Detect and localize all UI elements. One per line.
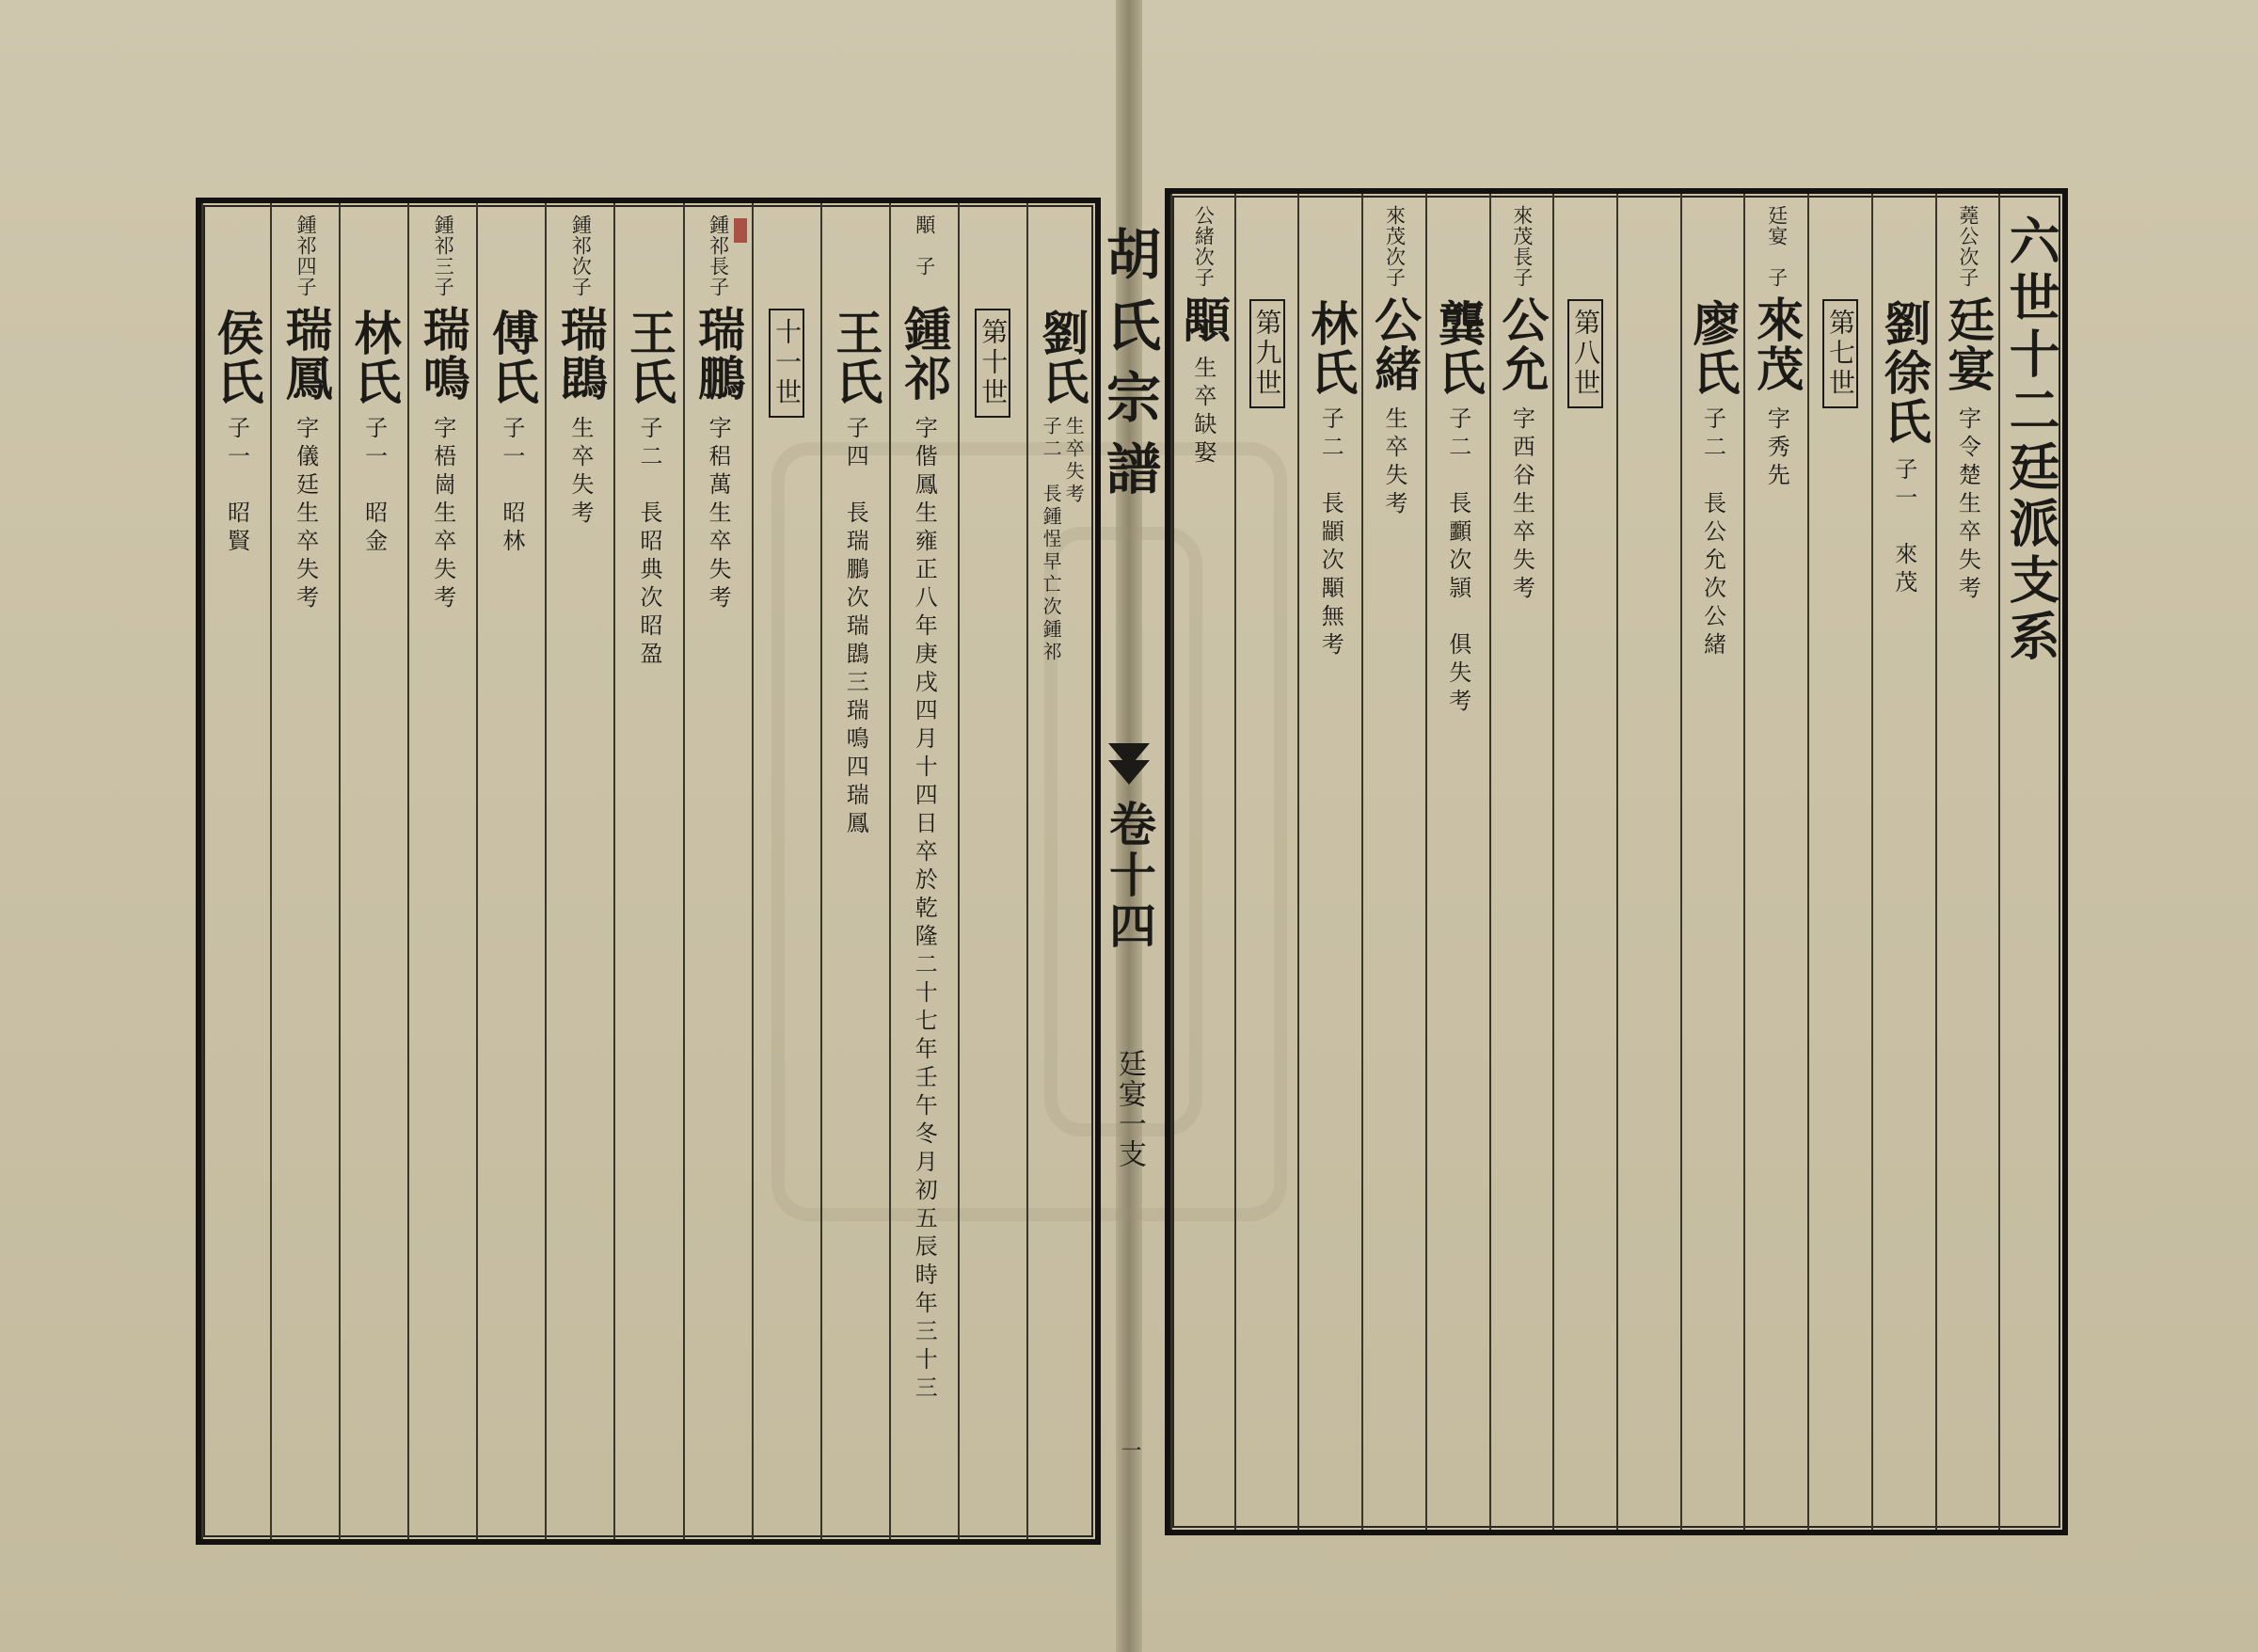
branch-label: 廷宴一支 [1113,1049,1146,1169]
person-note: 生卒失考 [1380,406,1407,519]
person-name: 瑞鵬 [691,305,747,403]
person-note: 字儀廷生卒失考 [292,416,319,613]
person-name: 龔氏 [1430,299,1487,397]
genealogy-entry-column [270,203,339,1539]
generation-label: 十一世 [769,309,804,418]
genealogy-entry-column [545,203,613,1539]
generation-label: 第九世 [1249,299,1285,408]
person-name: 傅氏 [484,309,540,406]
person-note: 字西谷生卒失考 [1508,406,1535,604]
person-note: 字偕鳳生雍正八年庚戌四月十四日卒於乾隆二十七年壬午冬月初五辰時年三十三 [911,416,938,1404]
person-name: 王氏 [621,309,677,406]
generation-label: 第八世 [1567,299,1603,408]
person-note: 子一 來茂 [1890,457,1917,598]
section-title: 六世十二廷派支系 [2001,214,2062,666]
person-name: 廖氏 [1685,299,1741,397]
lineage-relation: 來茂次子 [1383,205,1407,288]
person-note: 字秀先 [1763,406,1790,491]
center-fold-strip [1093,198,1165,1533]
page-number: 一 [1118,1439,1141,1460]
generation-column [752,203,820,1539]
person-note: 子二 長公允次公緒 [1699,406,1726,660]
genealogy-entry-column [1425,194,1489,1530]
genealogy-entry-column [889,203,958,1539]
person-name: 林氏 [1303,299,1360,397]
generation-column [1552,194,1616,1530]
generation-label: 第十世 [975,309,1010,418]
person-name: 公緒 [1366,295,1423,393]
genealogy-entry-column [1297,194,1361,1530]
person-name: 林氏 [346,309,403,406]
person-name: 瑞鵾 [552,305,609,403]
genealogy-entry-column [613,203,682,1539]
section-title-column [1998,194,2062,1530]
person-note: 字梧崗生卒失考 [429,416,456,613]
book-title: 胡氏宗譜 [1097,226,1161,512]
person-note: 字令楚生卒失考 [1954,406,1981,604]
person-note: 生卒失考 [1062,416,1086,506]
genealogy-entry-column [1026,203,1095,1539]
genealogy-entry-column [1489,194,1553,1530]
person-note: 子二 長䫷次頴 俱失考 [1444,406,1471,717]
genealogy-entry-column [339,203,407,1539]
person-note: 字稆萬生卒失考 [705,416,732,613]
person-note: 生卒失考 [566,416,594,529]
person-note: 子二 長昭典次昭盈 [635,416,662,670]
person-name: 劉氏 [1034,309,1090,406]
person-note: 子一 昭賢 [223,416,250,557]
genealogy-entry-column [407,203,476,1539]
genealogy-entry-column [683,203,752,1539]
genealogy-entry-column [1743,194,1807,1530]
lineage-relation: 蕘公次子 [1956,205,1980,288]
generation-label: 第七世 [1822,299,1858,408]
person-name: 顒 [1175,295,1232,344]
red-seal-mark-icon [734,218,747,243]
right-page-frame [1165,188,2068,1535]
generation-column [958,203,1026,1539]
person-note: 子二 長顓次顒無考 [1317,406,1344,660]
genealogy-entry-column [1361,194,1425,1530]
lineage-relation: 顒 子 [913,214,936,277]
person-note: 子一 昭金 [360,416,388,557]
generation-column [1234,194,1298,1530]
left-page-frame [196,198,1101,1545]
person-name: 公允 [1494,295,1550,393]
lineage-relation: 鍾祁長子 [707,214,730,297]
genealogy-entry-column [1680,194,1744,1530]
genealogy-entry-column [820,203,889,1539]
lineage-relation: 來茂長子 [1510,205,1534,288]
person-name: 劉徐氏 [1876,299,1932,446]
genealogy-entry-column [1170,194,1234,1530]
person-name: 廷宴 [1940,295,1996,393]
person-note: 子四 長瑞鵬次瑞鵾三瑞鳴四瑞鳳 [842,416,869,839]
lineage-relation: 鍾祁三子 [432,214,455,297]
lineage-relation: 鍾祁四子 [294,214,318,297]
fish-tail-mark-icon [1108,760,1150,785]
person-name: 瑞鳴 [415,305,471,403]
person-note: 子一 昭林 [498,416,525,557]
person-note-secondary: 子二 長鍾悜早亡次鍾祁 [1040,416,1063,664]
lineage-relation: 鍾祁次子 [569,214,593,297]
genealogy-entry-column [1935,194,1999,1530]
genealogy-entry-column [1616,194,1680,1530]
genealogy-entry-column [476,203,545,1539]
genealogy-entry-column [1871,194,1935,1530]
lineage-relation: 公緒次子 [1192,205,1216,288]
person-name: 瑞鳳 [278,305,334,403]
person-name: 王氏 [828,309,884,406]
person-note: 生卒缺娶 [1189,356,1216,469]
volume-label: 卷十四 [1102,800,1157,952]
person-name: 來茂 [1749,295,1805,393]
genealogy-entry-column [201,203,270,1539]
lineage-relation: 廷宴 子 [1765,205,1789,288]
person-name: 侯氏 [209,309,265,406]
person-name: 鍾祁 [897,305,953,403]
generation-column [1807,194,1871,1530]
